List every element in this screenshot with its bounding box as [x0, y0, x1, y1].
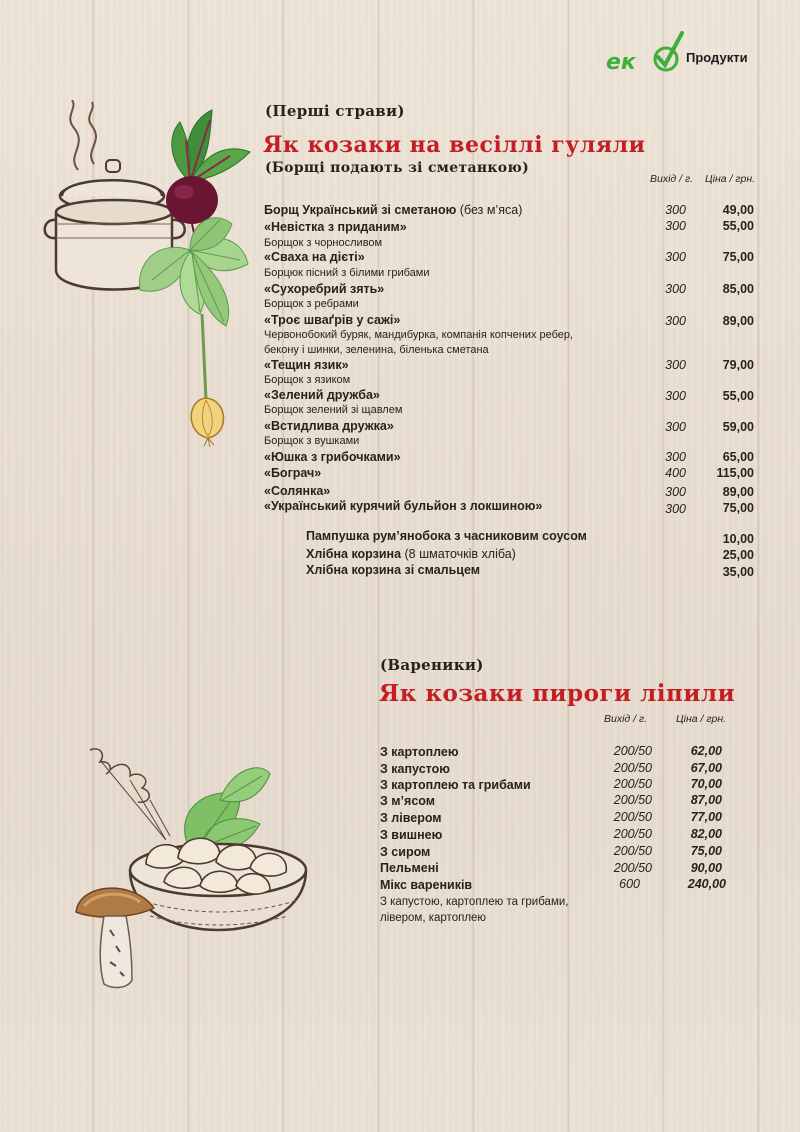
- menu-item-price: 115,00: [716, 466, 754, 480]
- menu-item-note: лівером, картоплею: [380, 912, 487, 924]
- extra-item-name: Хлібна корзина зі смальцем: [306, 563, 481, 577]
- menu-item-price: 55,00: [722, 389, 754, 403]
- menu-item-name: «Бограч»: [264, 466, 322, 480]
- pot-vegetables-illustration: [40, 100, 270, 455]
- extra-item-name: Пампушка рум’янобока з часниковим соусом: [306, 529, 587, 543]
- menu-item-note: З капустою, картоплею та грибами,: [380, 896, 569, 908]
- menu-item-note: Борцюк пісний з білими грибами: [264, 267, 430, 279]
- menu-item-name: Пельмені: [380, 861, 439, 875]
- menu-item-price: 70,00: [690, 777, 722, 791]
- section1-col-price: Ціна / грн.: [705, 173, 756, 185]
- menu-item-weight: 300: [665, 389, 686, 403]
- extra-item-price: 25,00: [722, 548, 754, 562]
- menu-item-price: 240,00: [687, 877, 726, 891]
- menu-item-note: бекону і шинки, зеленина, біленька сметана: [264, 344, 489, 356]
- section2-col-weight: Вихід / г.: [604, 713, 648, 725]
- menu-item-weight: 200/50: [613, 810, 652, 824]
- menu-item-price: 75,00: [690, 844, 722, 858]
- menu-item-name: «Троє шваґрів у сажі»: [264, 313, 401, 327]
- brand-name: Продукти: [686, 50, 748, 65]
- dumplings-bowl-illustration: [70, 740, 320, 1005]
- menu-item-weight: 200/50: [613, 827, 652, 841]
- section1-subtitle: (Борщі подають зі сметанкою): [265, 160, 529, 176]
- section1-title: Як козаки на весіллі гуляли: [263, 132, 646, 158]
- section2-title: Як козаки пироги ліпили: [379, 680, 736, 707]
- menu-item-price: 65,00: [722, 450, 754, 464]
- menu-item-name: «Встидлива дружка»: [264, 419, 394, 433]
- menu-item-name: З капустою: [380, 762, 450, 776]
- menu-item-price: 62,00: [690, 744, 722, 758]
- section1-paren-heading: (Перші страви): [265, 102, 405, 120]
- menu-item-note: Борщок з чорносливом: [264, 237, 383, 249]
- menu-item-name: З сиром: [380, 845, 431, 859]
- menu-item-weight: 200/50: [613, 844, 652, 858]
- menu-item-note: Червонобокий буряк, мандибурка, компанія копчених ребер,: [264, 329, 574, 341]
- menu-item-name: З картоплею та грибами: [380, 778, 531, 792]
- eko-logo: [604, 27, 684, 75]
- menu-item-price: 67,00: [690, 761, 722, 775]
- menu-item-note: Борщок з ребрами: [264, 298, 359, 310]
- menu-item-price: 89,00: [722, 485, 754, 499]
- menu-item-price: 75,00: [722, 501, 754, 515]
- menu-item-name: З картоплею: [380, 745, 459, 759]
- menu-item-name: З вишнею: [380, 828, 443, 842]
- menu-item-weight: 300: [665, 450, 686, 464]
- menu-item-price: 59,00: [722, 420, 754, 434]
- menu-item-weight: 300: [665, 485, 686, 499]
- menu-item-note: Борщок з вушками: [264, 435, 360, 447]
- menu-item-name: «Солянка»: [264, 484, 331, 498]
- menu-item-weight: 200/50: [613, 744, 652, 758]
- menu-item-weight: 200/50: [613, 777, 652, 791]
- menu-item-weight: 300: [665, 358, 686, 372]
- menu-item-name: З лівером: [380, 811, 442, 825]
- menu-item-price: 49,00: [722, 203, 754, 217]
- menu-item-price: 87,00: [690, 793, 722, 807]
- menu-item-price: 90,00: [690, 861, 722, 875]
- menu-item-weight: 300: [665, 219, 686, 233]
- menu-item-price: 85,00: [722, 282, 754, 296]
- menu-item-weight: 300: [665, 203, 686, 217]
- menu-item-weight: 600: [619, 877, 640, 891]
- menu-item-weight: 200/50: [613, 861, 652, 875]
- menu-item-price: 55,00: [722, 219, 754, 233]
- menu-item-name: «Зелений дружба»: [264, 388, 380, 402]
- menu-item-note: Борщок зелений зі щавлем: [264, 404, 403, 416]
- menu-item-price: 89,00: [722, 314, 754, 328]
- menu-item-weight: 300: [665, 420, 686, 434]
- menu-item-name: «Юшка з грибочками»: [264, 450, 401, 464]
- menu-item-weight: 300: [665, 314, 686, 328]
- menu-item-weight: 200/50: [613, 793, 652, 807]
- section1-col-weight: Вихід / г.: [650, 173, 694, 185]
- menu-item-weight: 400: [665, 466, 686, 480]
- menu-item-name: «Невістка з приданим»: [264, 220, 407, 234]
- menu-item-name: З м’ясом: [380, 794, 435, 808]
- section2-col-price: Ціна / грн.: [676, 713, 727, 725]
- menu-item-note: Борщок з язиком: [264, 374, 351, 386]
- menu-item-price: 82,00: [690, 827, 722, 841]
- extra-item-price: 10,00: [722, 532, 754, 546]
- menu-item-price: 79,00: [722, 358, 754, 372]
- menu-item-name: «Тещин язик»: [264, 358, 349, 372]
- menu-item-price: 75,00: [722, 250, 754, 264]
- menu-item-name: Мікс вареників: [380, 878, 473, 892]
- svg-text:ек: ек: [606, 50, 636, 75]
- menu-item-name: «Сухоребрий зять»: [264, 282, 385, 296]
- menu-item-price: 77,00: [690, 810, 722, 824]
- menu-item-weight: 300: [665, 250, 686, 264]
- section2-paren-heading: (Вареники): [380, 656, 484, 674]
- menu-item-name: «Сваха на дієті»: [264, 250, 365, 264]
- menu-item-weight: 300: [665, 282, 686, 296]
- menu-item-weight: 300: [665, 502, 686, 516]
- menu-item-weight: 200/50: [613, 761, 652, 775]
- menu-item-name: «Український курячий бульйон з локшиною»: [264, 499, 543, 513]
- extra-item-price: 35,00: [722, 565, 754, 579]
- menu-item-name: Борщ Український зі сметаною (без м’яса): [264, 203, 523, 217]
- extra-item-name: Хлібна корзина (8 шматочків хліба): [306, 547, 516, 561]
